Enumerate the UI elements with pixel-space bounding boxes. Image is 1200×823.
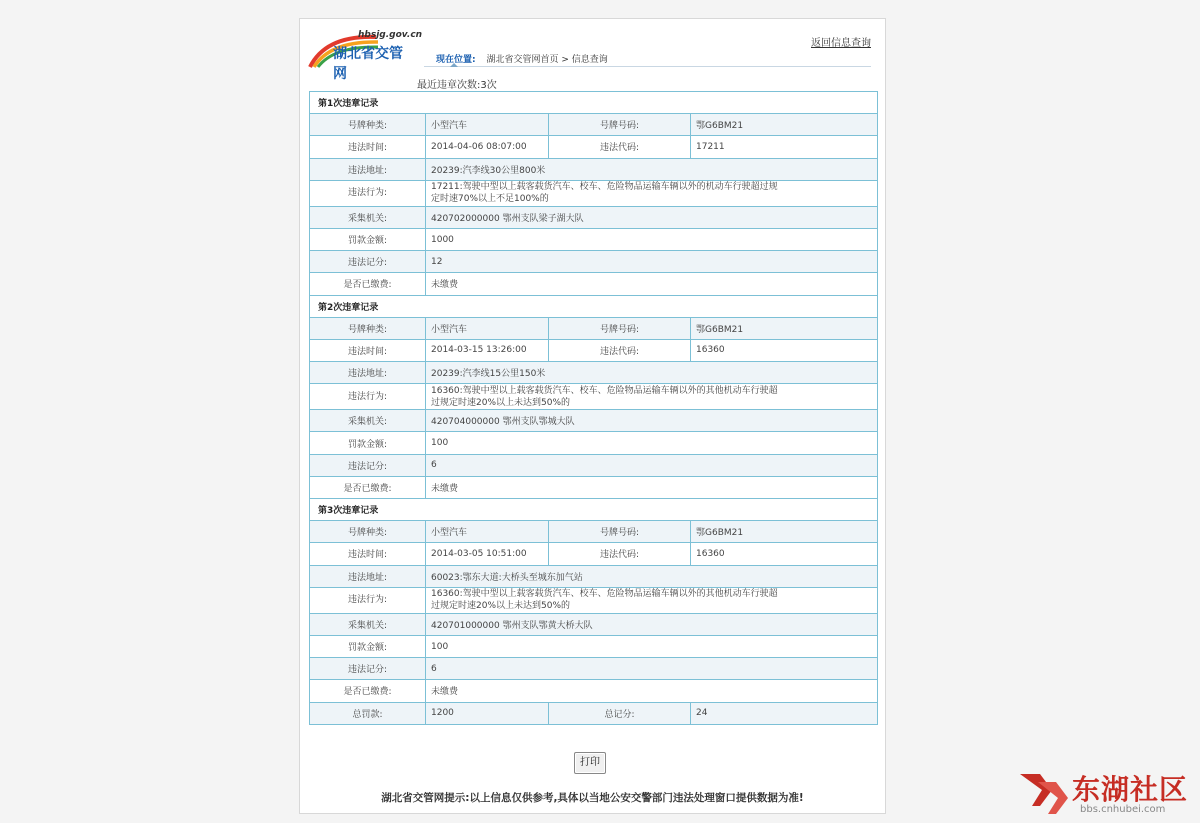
table-row: 号牌种类: 小型汽车 号牌号码: 鄂G6BM21 (310, 317, 878, 339)
table-row: 违法时间: 2014-03-05 10:51:00 违法代码: 16360 (310, 543, 878, 565)
table-row: 违法地址: 20239:汽李线15公里150米 (310, 362, 878, 384)
print-button[interactable]: 打印 (574, 752, 606, 774)
table-row: 违法时间: 2014-04-06 08:07:00 违法代码: 17211 (310, 136, 878, 158)
table-row: 违法行为: 16360:驾驶中型以上载客载货汽车、校车、危险物品运输车辆以外的其他机动车行驶超 过规定时速20%以上未达到50%的 (310, 384, 878, 410)
breadcrumb-notch-icon (450, 63, 458, 67)
watermark-title: 东湖社区 (1072, 773, 1189, 806)
table-row: 采集机关: 420702000000 鄂州支队梁子湖大队 (310, 206, 878, 228)
record-header: 第2次违章记录 (310, 295, 878, 317)
forum-watermark (1018, 768, 1198, 820)
table-row: 违法地址: 60023:鄂东大道:大桥头至城东加气站 (310, 565, 878, 587)
content-page (299, 18, 886, 814)
table-row: 违法行为: 17211:驾驶中型以上载客载货汽车、校车、危险物品运输车辆以外的机动车行驶超过规 定时速70%以上不足100%的 (310, 180, 878, 206)
table-row: 是否已缴费: 未缴费 (310, 680, 878, 702)
table-row: 号牌种类: 小型汽车 号牌号码: 鄂G6BM21 (310, 521, 878, 543)
behavior-cell: 17211:驾驶中型以上载客载货汽车、校车、危险物品运输车辆以外的机动车行驶超过规 定时速70%以上不足100%的 (426, 180, 878, 206)
total-points-value: 24 (691, 702, 878, 724)
table-row: 违法记分: 6 (310, 658, 878, 680)
behavior-cell: 16360:驾驶中型以上载客载货汽车、校车、危险物品运输车辆以外的其他机动车行驶超 过规定时速20%以上未达到50%的 (426, 384, 878, 410)
table-row: 采集机关: 420701000000 鄂州支队鄂黄大桥大队 (310, 613, 878, 635)
table-row: 违法记分: 6 (310, 454, 878, 476)
watermark-url: bbs.cnhubei.com (1080, 804, 1166, 815)
table-row: 号牌种类: 小型汽车 号牌号码: 鄂G6BM21 (310, 114, 878, 136)
table-row: 采集机关: 420704000000 鄂州支队鄂城大队 (310, 410, 878, 432)
table-row: 罚款金额: 100 (310, 635, 878, 657)
record-header: 第3次违章记录 (310, 499, 878, 521)
behavior-cell: 16360:驾驶中型以上载客载货汽车、校车、危险物品运输车辆以外的其他机动车行驶超 过规定时速20%以上未达到50%的 (426, 587, 878, 613)
footer-tip: 湖北省交管网提示:以上信息仅供参考,具体以当地公安交警部门违法处理窗口提供数据为准! (381, 792, 804, 804)
site-logo[interactable] (306, 27, 423, 82)
breadcrumb-path[interactable]: 湖北省交管网首页 > 信息查询 (486, 55, 608, 65)
forum-logo-icon (1018, 768, 1072, 818)
table-row: 违法行为: 16360:驾驶中型以上载客载货汽车、校车、危险物品运输车辆以外的其他机动车行驶超 过规定时速20%以上未达到50%的 (310, 587, 878, 613)
breadcrumb-label: 现在位置: (436, 55, 476, 65)
totals-row: 总罚款: 1200 总记分: 24 (310, 702, 878, 724)
breadcrumb-divider (424, 66, 871, 67)
breadcrumb (436, 52, 608, 65)
table-row: 是否已缴费: 未缴费 (310, 476, 878, 498)
table-row: 罚款金额: 1000 (310, 228, 878, 250)
violation-count: 最近违章次数:3次 (417, 80, 497, 91)
table-row: 违法地址: 20239:汽李线30公里800米 (310, 158, 878, 180)
violation-table (309, 91, 878, 725)
logo-name: 湖北省交管网 (333, 46, 403, 82)
total-fine-value: 1200 (426, 702, 549, 724)
table-row: 罚款金额: 100 (310, 432, 878, 454)
logo-domain: hbsjg.gov.cn (358, 30, 423, 40)
table-row: 违法时间: 2014-03-15 13:26:00 违法代码: 16360 (310, 339, 878, 361)
table-row: 是否已缴费: 未缴费 (310, 273, 878, 295)
record-header: 第1次违章记录 (310, 92, 878, 114)
back-to-query-link[interactable]: 返回信息查询 (811, 38, 871, 49)
table-row: 违法记分: 12 (310, 251, 878, 273)
